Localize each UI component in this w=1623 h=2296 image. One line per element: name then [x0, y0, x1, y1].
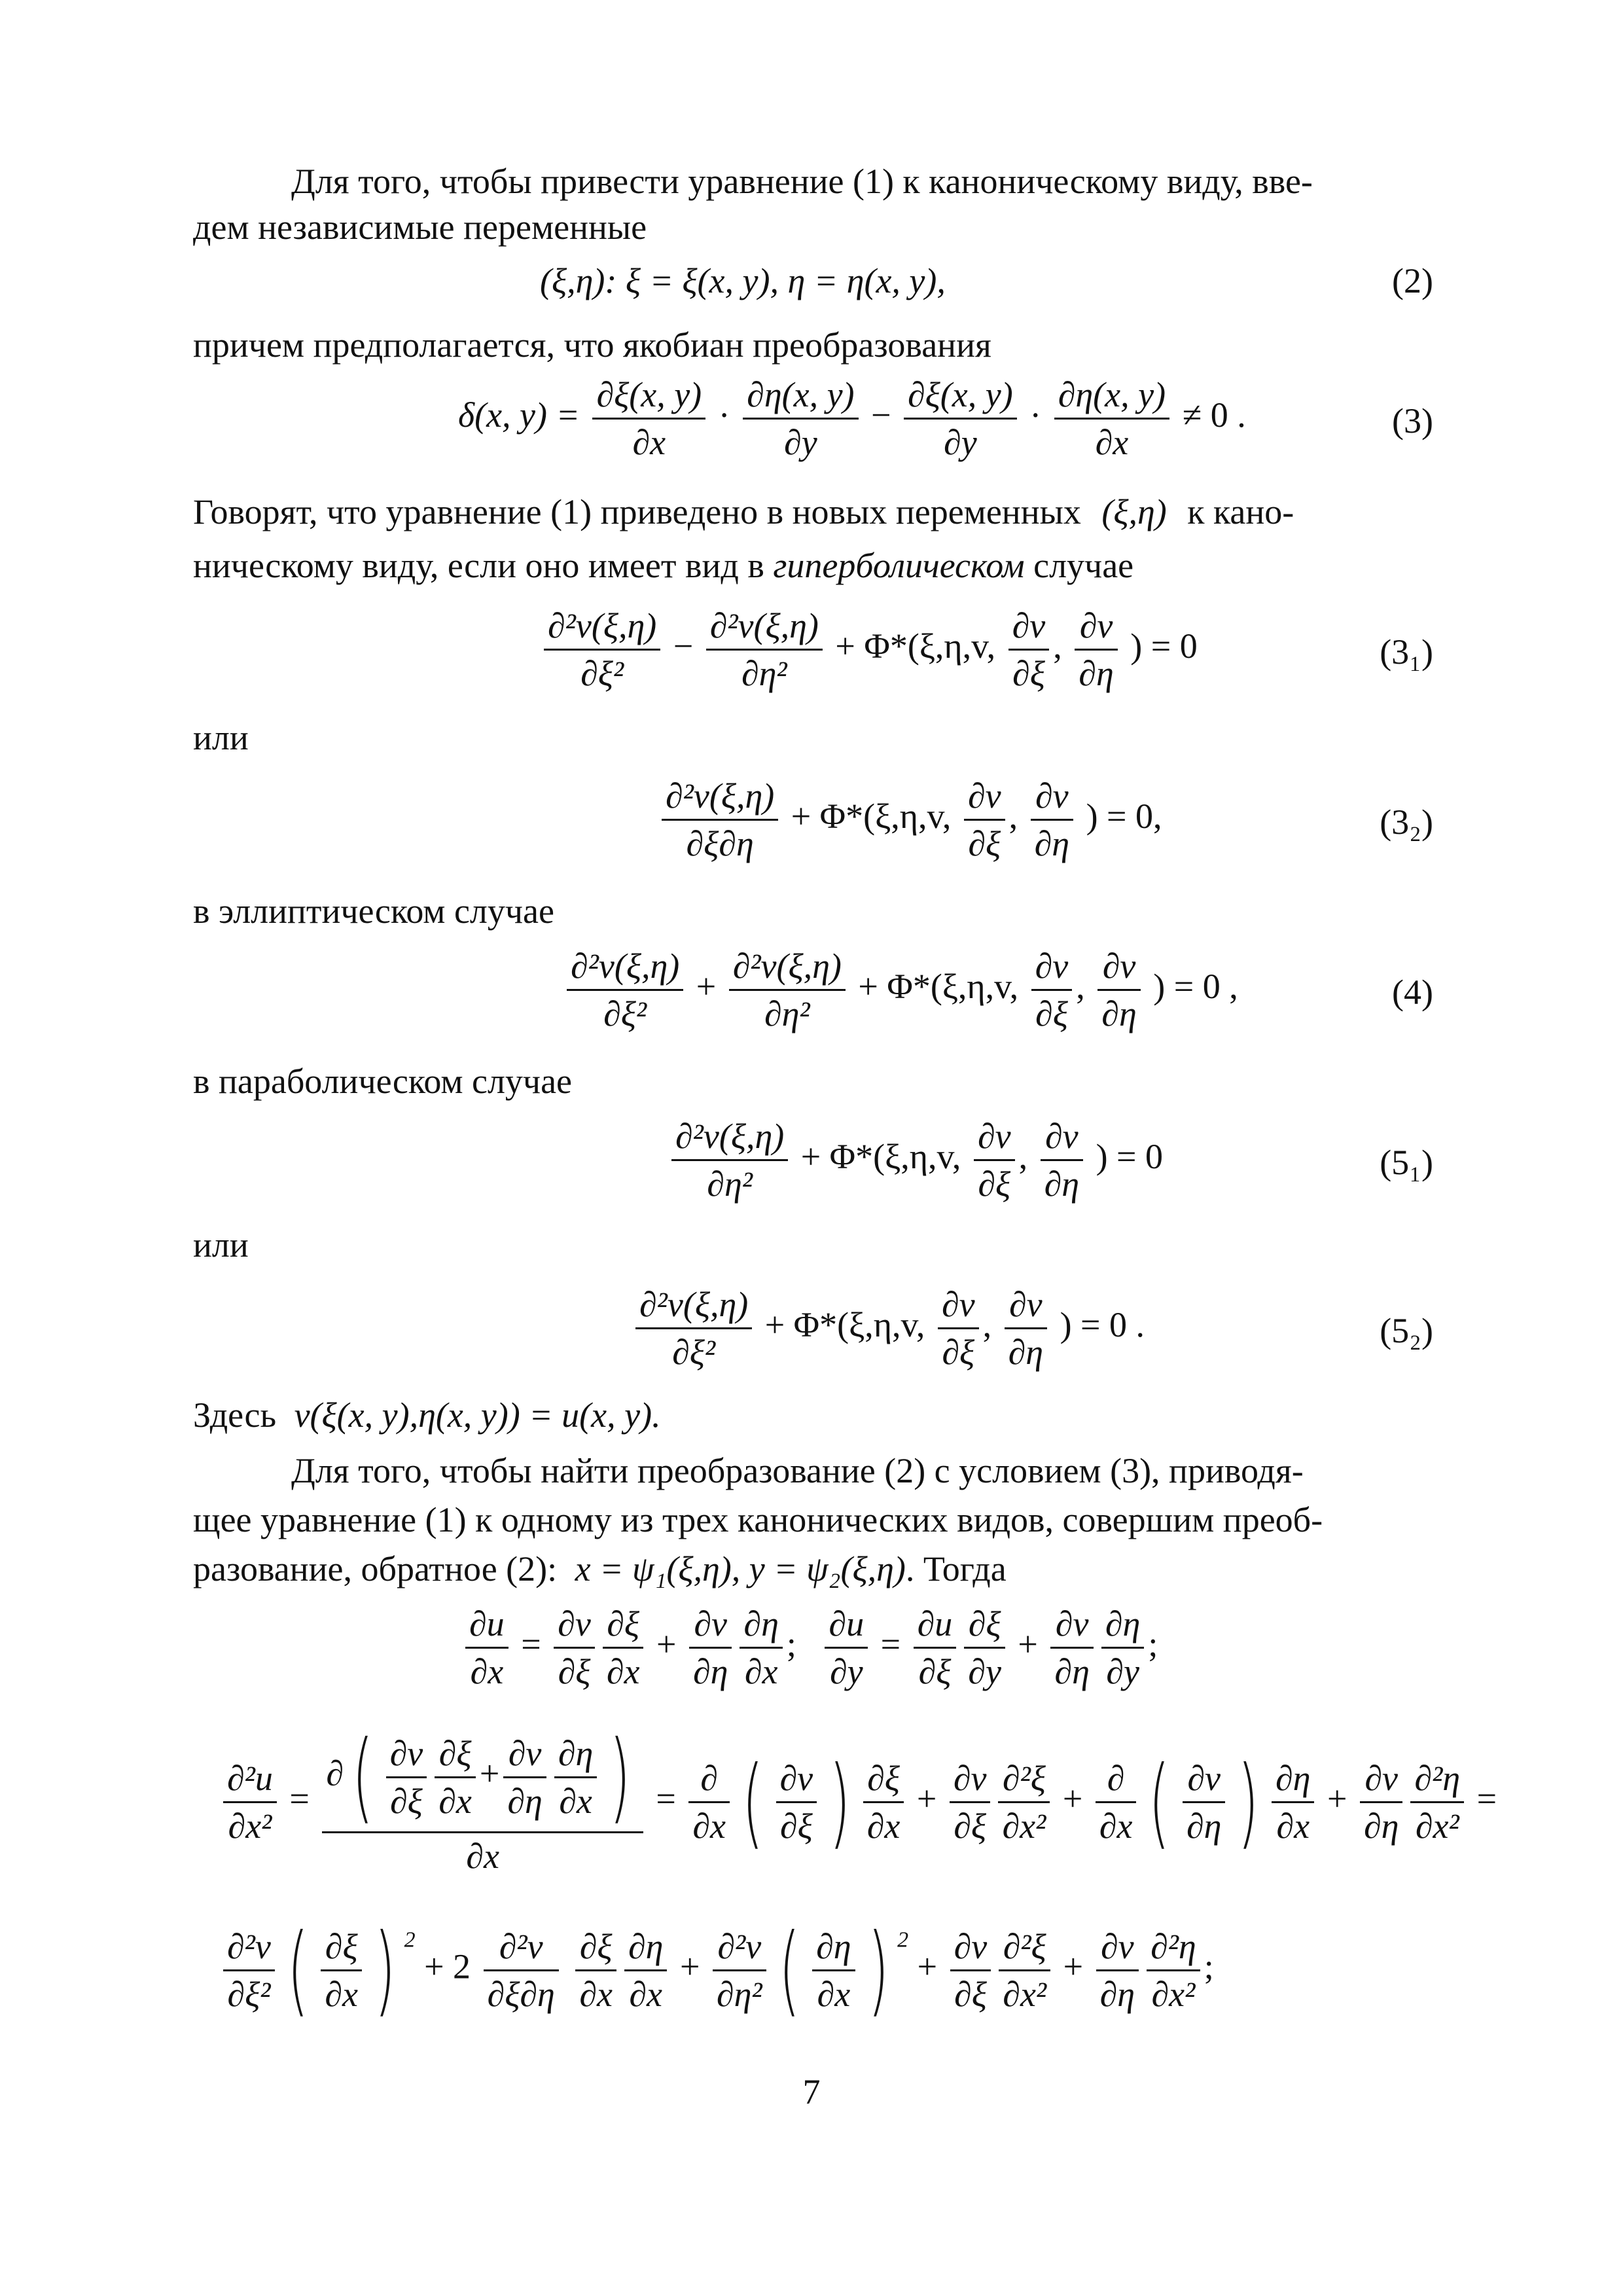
paragraph-4-line-3: разование, обратное (2): x = ψ₁(ξ,η), y = ψ₂(ξ,η). Тогда [193, 1549, 1007, 1588]
or-2: или [193, 1225, 249, 1265]
parabolic-label: в параболическом случае [193, 1062, 573, 1101]
eq3-dot-1: · [718, 395, 730, 435]
equation-2-number: (2) [1392, 261, 1433, 300]
equation-3-2: $\frac{\text{∂²v(ξ,η)}}{\partial\xi\partial\eta}$ + Φ*(ξ,η,v, $\frac{\partial v}{\partial\xi}$ , $\frac{\partial v}{\partial\eta}$ ) = 0, [658, 776, 1162, 864]
equation-5-2-number: (5₂) [1380, 1311, 1433, 1350]
equation-first-derivatives: $\frac{\partial u}{\partial x}$ = $\frac{\partial v}{\partial\xi}$ $\frac{\partial\xi}{\partial x}$ + $\frac{\partial v}{\partial\eta}$ $\frac{\partial\eta}{\partial x}$ ; $\frac{\partial u}{\partial y}$ = $\frac{\partial u}{\partial\xi}$ $\frac{\partial\xi}{\partial y}$ + $\frac{\partial v}{\partial\eta}$ $\frac{\partial\eta}{\partial y}$ ; [461, 1604, 1158, 1692]
eq3-minus: − [871, 395, 891, 435]
paragraph-2: причем предполагается, что якобиан преобразования [193, 325, 991, 365]
eq3-tail: ≠ 0 . [1182, 395, 1246, 435]
equation-3-1: $\frac{\text{∂²v(ξ,η)}}{\text{∂ξ²}}$ − $\frac{\text{∂²v(ξ,η)}}{\text{∂η²}}$ + Φ*(ξ,η,v, $\frac{\partial v}{\partial\xi}$ , $\frac{\partial v}{\partial\eta}$ ) = 0 [540, 605, 1198, 694]
eq3-dot-2: · [1029, 395, 1042, 435]
eq3-frac-2: $\frac{\partial\eta(x, y)}{\partial y}$ [743, 374, 858, 463]
equation-4-number: (4) [1392, 973, 1433, 1012]
paragraph-1-line-1: Для того, чтобы привести уравнение (1) к каноническому виду, вве- [291, 162, 1313, 201]
here-line: Здесь v(ξ(x, y),η(x, y)) = u(x, y). [193, 1395, 661, 1435]
equation-second-derivative: $\frac{\text{∂²u}}{\text{∂x²}}$ = ∂( $\frac{\partial v}{\partial\xi}$ $\frac{\partial\xi}{\partial x}$ + $\frac{\partial v}{\partial\eta}$ $\frac{\partial\eta}{\partial x}$ ) ∂x = $\frac{\partial}{\partial x}$ ( $\frac{\partial v}{\partial\xi}$ ) $\frac{\partial\xi}{\partial x}$ + $\frac{\partial v}{\partial\xi}$ $\frac{\text{∂²ξ}}{\text{∂x²}}$ + $\frac{\partial}{\partial x}$ ( $\frac{\partial v}{\partial\eta}$ ) $\frac{\partial\eta}{\partial x}$ + $\frac{\partial v}{\partial\eta}$ $\frac{\text{∂²η}}{\text{∂x²}}$ = [219, 1728, 1497, 1876]
equation-5-1-number: (5₁) [1380, 1143, 1433, 1182]
page-number: 7 [802, 2072, 821, 2111]
paragraph-3-line-1: Говорят, что уравнение (1) приведено в новых переменных (ξ,η) к кано- [193, 492, 1294, 531]
equation-5-2: $\frac{\text{∂²v(ξ,η)}}{\text{∂ξ²}}$ + Φ*(ξ,η,v, $\frac{\partial v}{\partial\xi}$ , $\frac{\partial v}{\partial\eta}$ ) = 0 . [632, 1284, 1145, 1372]
paragraph-3-line-2: ническому виду, если оно имеет вид в гиперболическом случае [193, 546, 1134, 585]
equation-3-number: (3) [1392, 401, 1433, 440]
equation-2: (ξ,η): ξ = ξ(x, y), η = η(x, y), [540, 261, 946, 300]
eq3-lhs: δ(x, y) = [458, 395, 580, 435]
eq3-frac-1: $\frac{\partial\xi(x, y)}{\partial x}$ [592, 374, 705, 463]
eq3-frac-4: $\frac{\partial\eta(x, y)}{\partial x}$ [1054, 374, 1169, 463]
or-1: или [193, 718, 249, 757]
equation-expansion: $\frac{\text{∂²v}}{\text{∂ξ²}}$ ( $\frac{\partial\xi}{\partial x}$ ) $^2$ + 2 $\frac{\text{∂²v}}{\partial\xi\partial\eta}$ $\frac{\partial\xi}{\partial x}$ $\frac{\partial\eta}{\partial x}$ + $\frac{\text{∂²v}}{\text{∂η²}}$ ( $\frac{\partial\eta}{\partial x}$ ) $^2$ + $\frac{\partial v}{\partial\xi}$ $\frac{\text{∂²ξ}}{\text{∂x²}}$ + $\frac{\partial v}{\partial\eta}$ $\frac{\text{∂²η}}{\text{∂x²}}$ ; [219, 1921, 1214, 2019]
equation-3-1-number: (3₁) [1380, 632, 1433, 672]
equation-4: $\frac{\text{∂²v(ξ,η)}}{\text{∂ξ²}}$ + $\frac{\text{∂²v(ξ,η)}}{\text{∂η²}}$ + Φ*(ξ,η,v, $\frac{\partial v}{\partial\xi}$ , $\frac{\partial v}{\partial\eta}$ ) = 0 , [563, 946, 1238, 1034]
paragraph-4-line-2: щее уравнение (1) к одному из трех канонических видов, совершим преоб- [193, 1500, 1323, 1539]
equation-3 [458, 374, 1246, 463]
eq3-frac-3: $\frac{\partial\xi(x, y)}{\partial y}$ [904, 374, 1017, 463]
paragraph-4-line-1: Для того, чтобы найти преобразование (2) с условием (3), приводя- [291, 1451, 1304, 1490]
elliptic-label: в эллиптическом случае [193, 891, 554, 931]
equation-3-2-number: (3₂) [1380, 802, 1433, 842]
paragraph-1-line-2: дем независимые переменные [193, 207, 647, 247]
equation-5-1: $\frac{\text{∂²v(ξ,η)}}{\text{∂η²}}$ + Φ*(ξ,η,v, $\frac{\partial v}{\partial\xi}$ , $\frac{\partial v}{\partial\eta}$ ) = 0 [668, 1116, 1163, 1204]
